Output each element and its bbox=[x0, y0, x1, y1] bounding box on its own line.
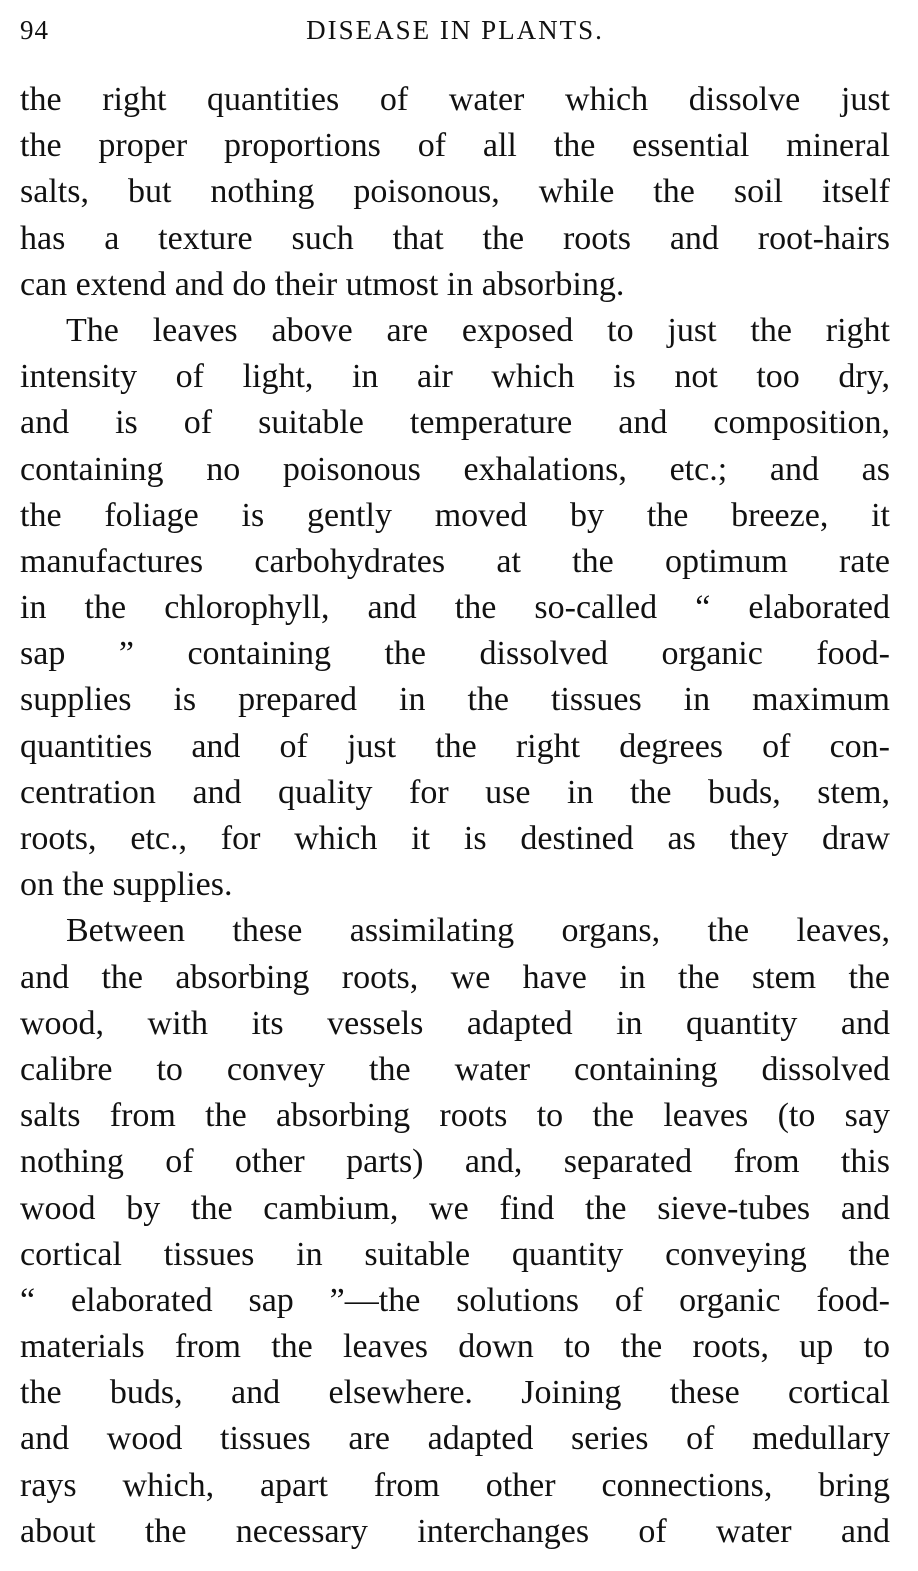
text-line: containing no poisonous exhalations, etc.; and as bbox=[20, 450, 890, 488]
text-line: calibre to convey the water containing dissolved bbox=[20, 1050, 890, 1088]
body-text bbox=[20, 77, 890, 1555]
text-line: wood, with its vessels adapted in quantity and bbox=[20, 1004, 890, 1042]
text-line: on the supplies. bbox=[20, 866, 233, 904]
text-line: about the necessary interchanges of water and bbox=[20, 1512, 890, 1550]
text-line: has a texture such that the roots and root-hairs bbox=[20, 219, 890, 257]
text-line: and wood tissues are adapted series of medullary bbox=[20, 1420, 890, 1458]
text-line: roots, etc., for which it is destined as they draw bbox=[20, 820, 890, 857]
text-line: nothing of other parts) and, separated from this bbox=[20, 1143, 890, 1181]
running-head bbox=[20, 10, 890, 50]
paragraph bbox=[20, 308, 890, 908]
text-line: sap ” containing the dissolved organic food- bbox=[20, 635, 890, 673]
text-line: in the chlorophyll, and the so-called “ elaborated bbox=[20, 589, 890, 627]
text-line: materials from the leaves down to the roots, up to bbox=[20, 1328, 890, 1366]
text-line: the right quantities of water which dissolve just bbox=[20, 81, 890, 118]
text-line: and is of suitable temperature and composition, bbox=[20, 404, 890, 442]
text-line: the proper proportions of all the essential mineral bbox=[20, 127, 890, 165]
text-line: salts from the absorbing roots to the leaves (to say bbox=[20, 1097, 890, 1135]
text-line: The leaves above are exposed to just the right bbox=[66, 311, 890, 349]
text-line: the buds, and elsewhere. Joining these cortical bbox=[20, 1374, 890, 1412]
text-line: intensity of light, in air which is not too dry, bbox=[20, 358, 890, 396]
text-line: cortical tissues in suitable quantity conveying the bbox=[20, 1235, 890, 1273]
text-line: can extend and do their utmost in absorbing. bbox=[20, 265, 625, 303]
text-line: “ elaborated sap ”—the solutions of organic food- bbox=[20, 1281, 890, 1319]
paragraph bbox=[20, 908, 890, 1555]
text-line: wood by the cambium, we find the sieve-tubes and bbox=[20, 1189, 890, 1227]
text-line: and the absorbing roots, we have in the stem the bbox=[20, 958, 890, 996]
text-line: manufactures carbohydrates at the optimum rate bbox=[20, 542, 890, 580]
text-line: supplies is prepared in the tissues in maximum bbox=[20, 681, 890, 719]
text-line: centration and quality for use in the buds, stem, bbox=[20, 773, 890, 811]
text-line: quantities and of just the right degrees of con- bbox=[20, 727, 890, 765]
page-number: 94 bbox=[20, 15, 49, 45]
running-title: DISEASE IN PLANTS. bbox=[306, 15, 604, 45]
text-line: salts, but nothing poisonous, while the soil itself bbox=[20, 173, 890, 211]
text-line: the foliage is gently moved by the breeze, it bbox=[20, 496, 890, 534]
paragraph bbox=[20, 77, 890, 308]
text-line: rays which, apart from other connections, bring bbox=[20, 1466, 890, 1504]
text-line: Between these assimilating organs, the leaves, bbox=[66, 912, 890, 950]
